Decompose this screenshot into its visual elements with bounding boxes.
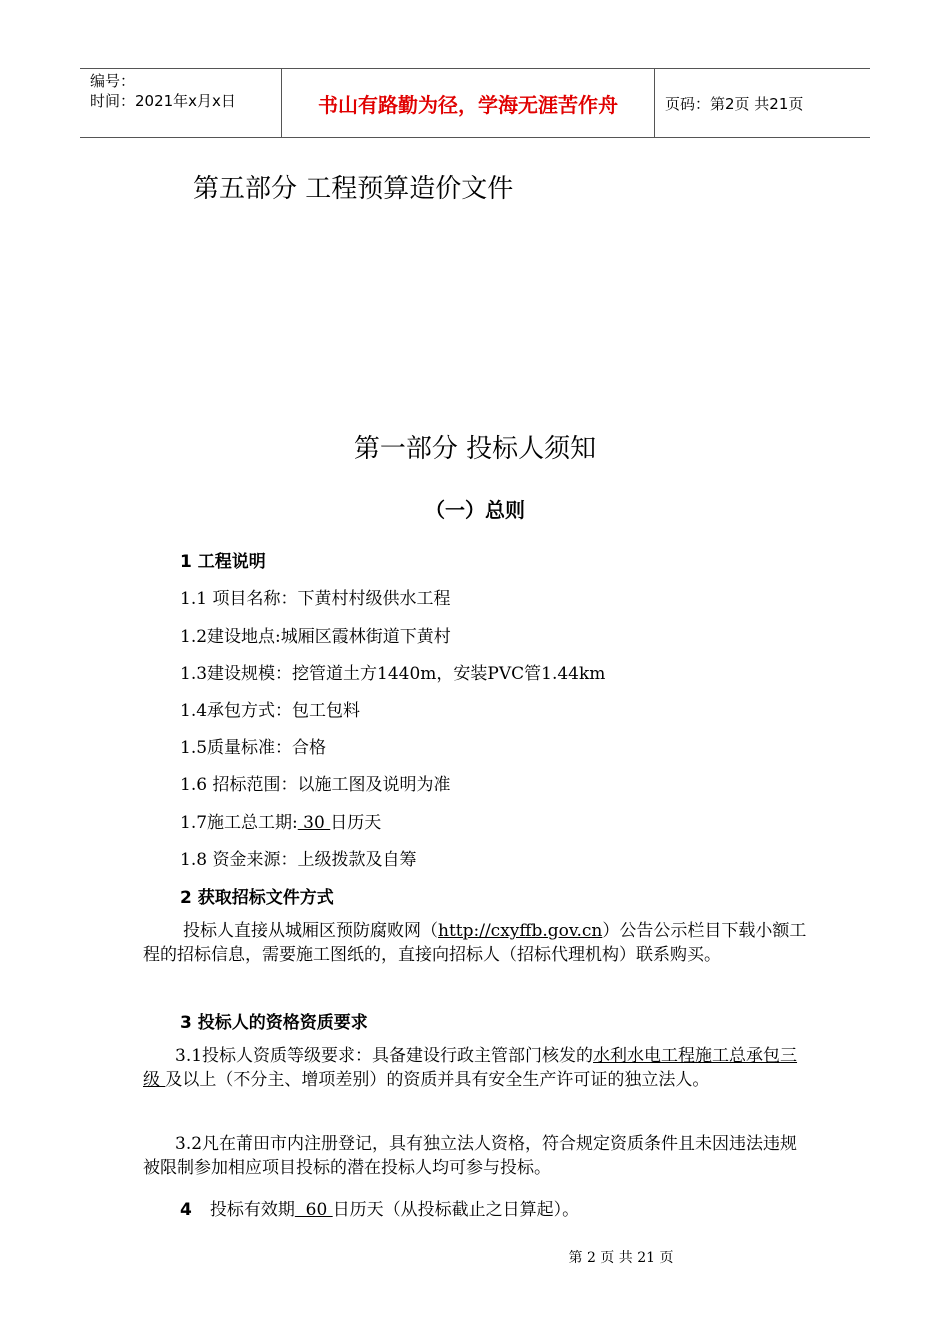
s4-line: 4 投标有效期 60 日历天（从投标截止之日算起）。 xyxy=(180,1200,580,1220)
s2-heading: 2 获取招标文件方式 xyxy=(180,888,334,908)
section-title: （一）总则 xyxy=(425,498,525,522)
s1-item-7: 1.7施工总工期: 30 日历天 xyxy=(180,813,382,833)
header-page-info: 页码：第2页 共21页 xyxy=(665,94,804,113)
page-footer: 第 2 页 共 21 页 xyxy=(568,1250,674,1266)
s2-body: 投标人直接从城厢区预防腐败网（http://cxyffb.gov.cn）公告公示栏目下载小额工程的招标信息，需要施工图纸的，直接向招标人（招标代理机构）联系购买。 xyxy=(143,921,807,965)
s3-p2: 3.2凡在莆田市内注册登记，具有独立法人资格，符合规定资质条件且未因违法违规被限制参加相应项目投标的潜在投标人均可参与投标。 xyxy=(143,1134,798,1178)
number-label: 编号： xyxy=(90,72,136,90)
s1-item-1: 1.1 项目名称：下黄村村级供水工程 xyxy=(180,589,451,609)
header-motto: 书山有路勤为径，学海无涯苦作舟 xyxy=(282,69,655,137)
s1-item-5: 1.5质量标准：合格 xyxy=(180,738,327,758)
part1-title: 第一部分 投标人须知 xyxy=(353,434,597,464)
page-header xyxy=(80,68,870,138)
s1-item-8: 1.8 资金来源：上级拨款及自筹 xyxy=(180,850,417,870)
s3-p1: 3.1投标人资质等级要求：具备建设行政主管部门核发的水利水电工程施工总承包三级 及以上（不分主、增项差别）的资质并具有安全生产许可证的独立法人。 xyxy=(143,1046,798,1090)
part5-title: 第五部分 工程预算造价文件 xyxy=(193,174,514,204)
url-link[interactable]: http://cxyffb.gov.cn xyxy=(438,921,603,941)
header-meta xyxy=(80,69,282,137)
s1-item-4: 1.4承包方式：包工包料 xyxy=(180,701,361,721)
s3-heading: 3 投标人的资格资质要求 xyxy=(180,1013,368,1033)
time-label: 时间：2021年x月x日 xyxy=(90,92,236,110)
s1-item-6: 1.6 招标范围：以施工图及说明为准 xyxy=(180,775,451,795)
s1-heading: 1 工程说明 xyxy=(180,552,266,572)
s1-item-3: 1.3建设规模：挖管道土方1440m，安装PVC管1.44km xyxy=(180,664,606,684)
s1-item-2: 1.2建设地点:城厢区霞林街道下黄村 xyxy=(180,627,451,647)
